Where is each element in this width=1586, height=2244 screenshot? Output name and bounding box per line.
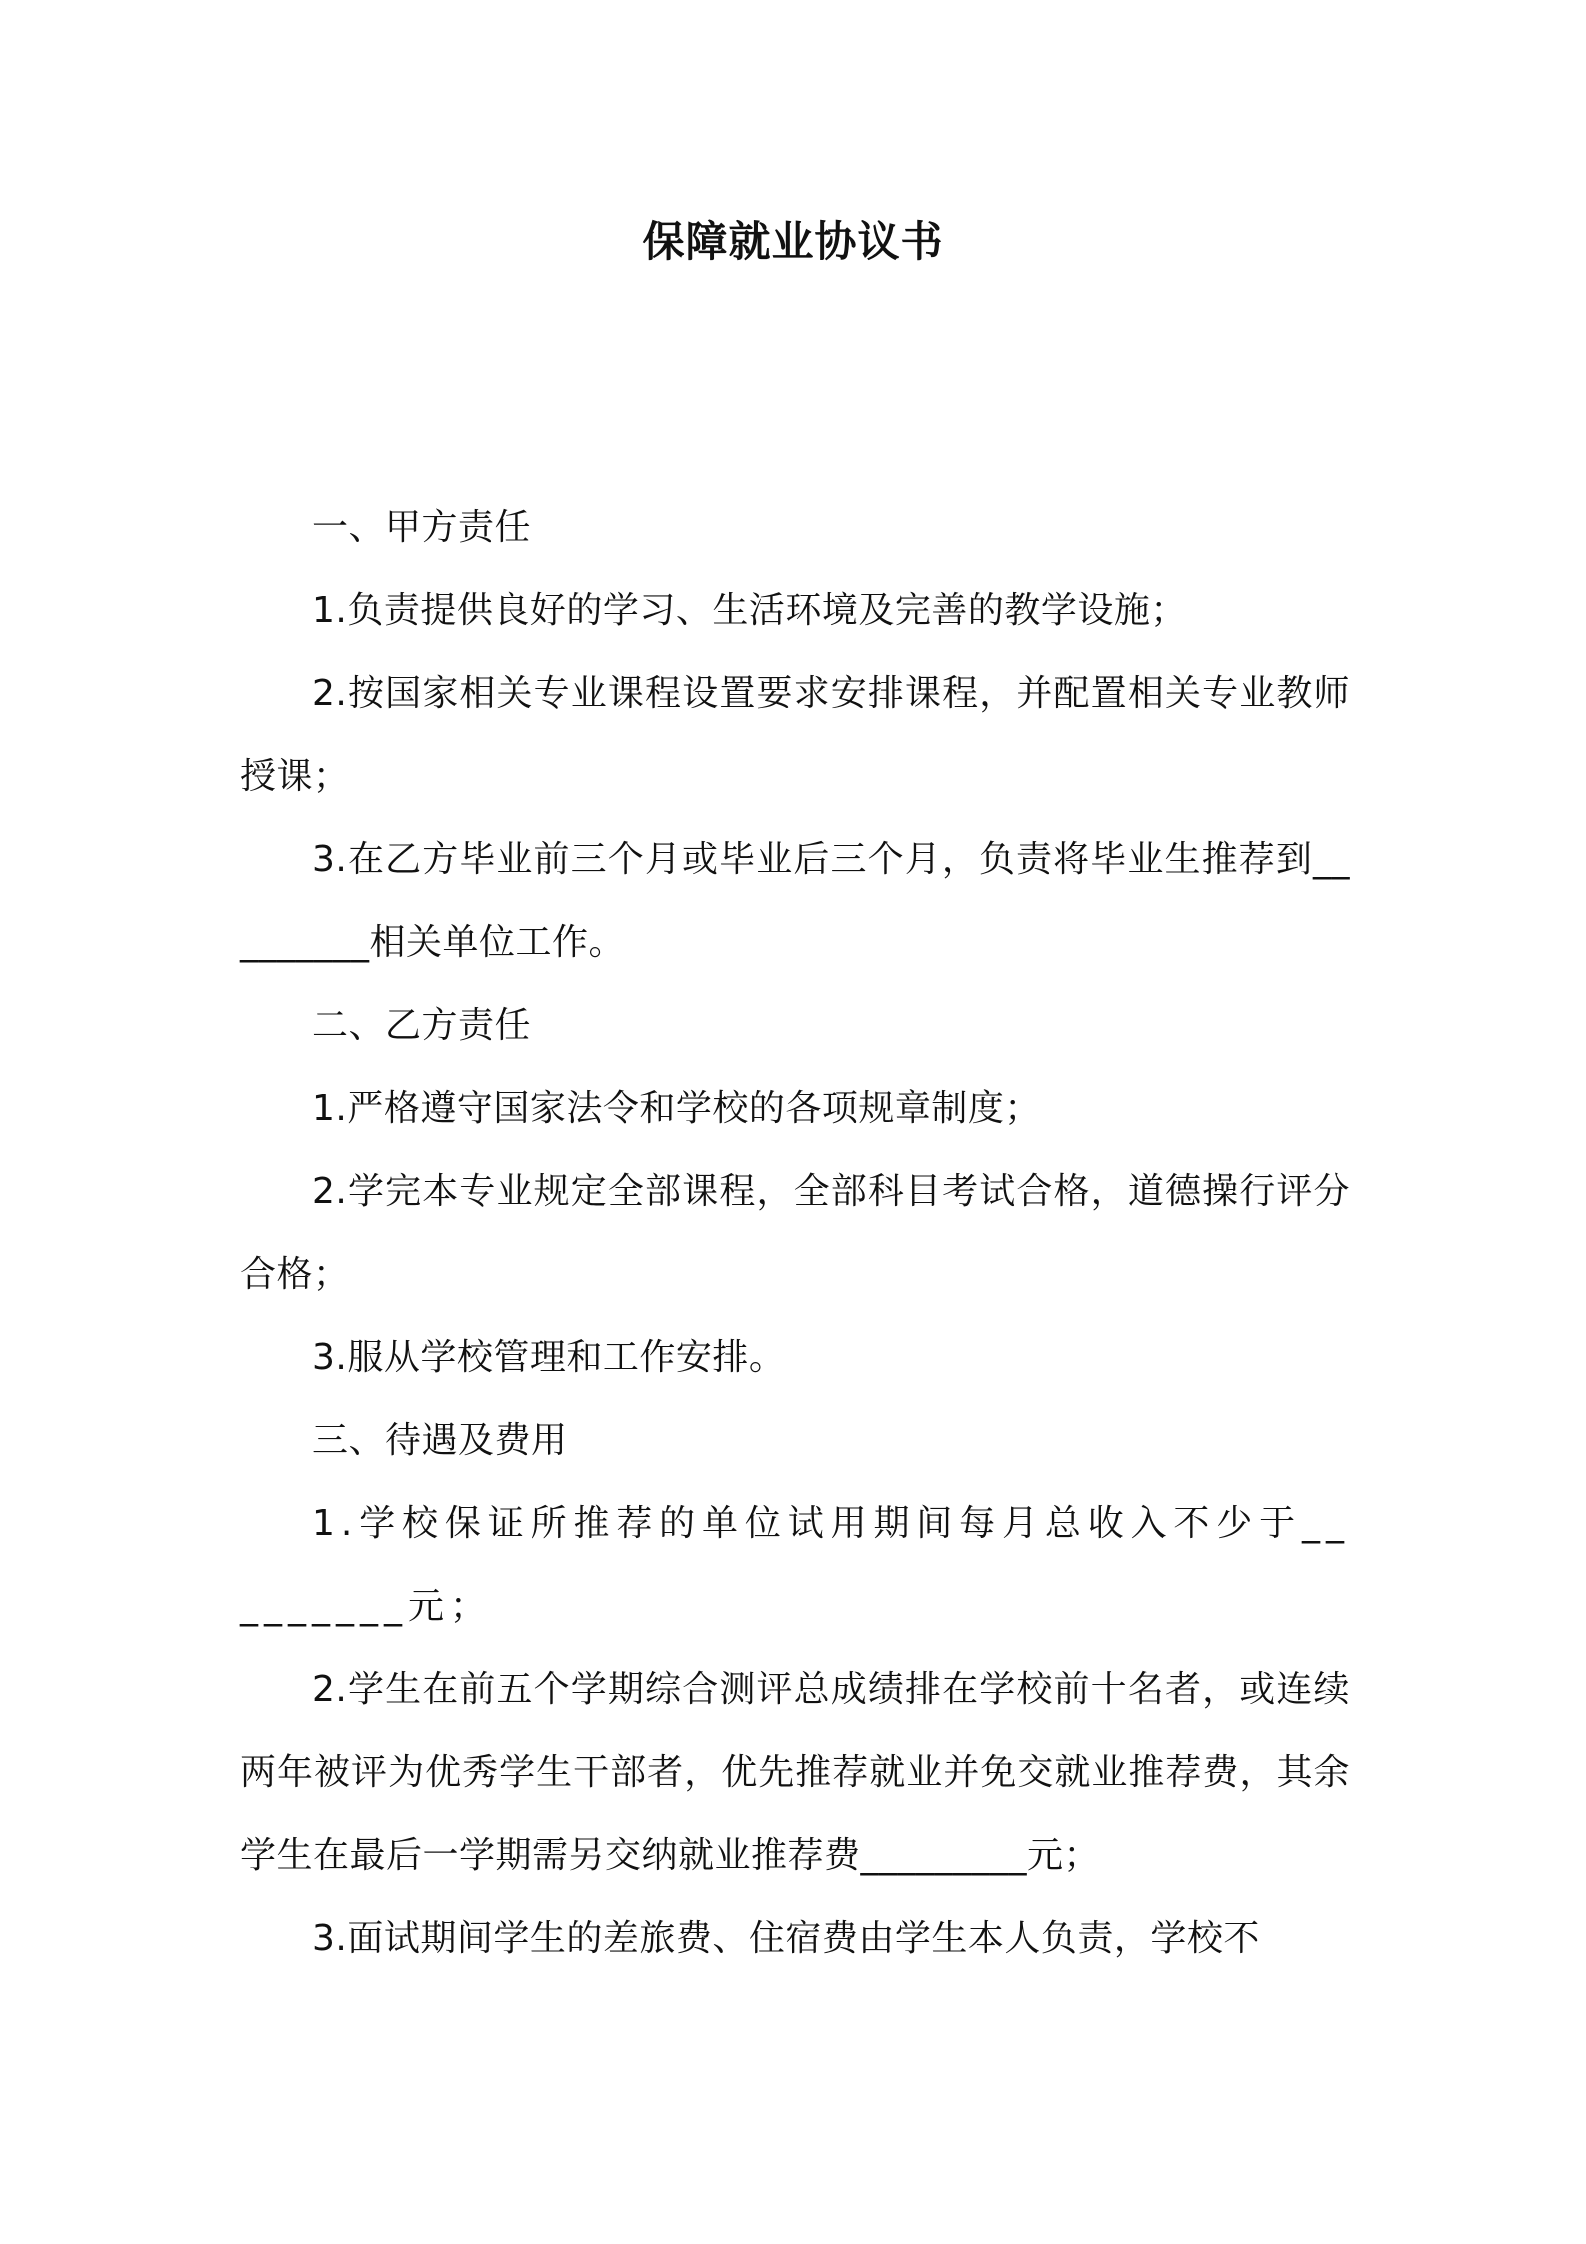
benefits-clause-1: 1.学校保证所推荐的单位试用期间每月总收入不少于_________元； (240, 1503, 1350, 1627)
party-b-clause-1: 1.严格遵守国家法令和学校的各项规章制度； (312, 1088, 1041, 1129)
document-body (240, 486, 1350, 1980)
document-title: 保障就业协议书 (642, 217, 944, 266)
party-a-clause-1: 1.负责提供良好的学习、生活环境及完善的教学设施； (312, 590, 1187, 631)
benefits-clause-3: 3.面试期间学生的差旅费、住宿费由学生本人负责，学校不 (312, 1918, 1260, 1959)
section-heading-party-a: 一、甲方责任 (312, 507, 532, 548)
party-b-clause-3: 3.服从学校管理和工作安排。 (312, 1337, 786, 1378)
section-heading-benefits-fees: 三、待遇及费用 (312, 1420, 568, 1461)
party-a-clause-3: 3.在乙方毕业前三个月或毕业后三个月，负责将毕业生推荐到_________相关单位工作。 (240, 839, 1350, 963)
benefits-clause-2: 2.学生在前五个学期综合测评总成绩排在学校前十名者，或连续两年被评为优秀学生干部者，优先推荐就业并免交就业推荐费，其余学生在最后一学期需另交纳就业推荐费_________元； (240, 1669, 1350, 1876)
party-a-clause-2: 2.按国家相关专业课程设置要求安排课程，并配置相关专业教师授课； (240, 673, 1350, 797)
party-b-clause-2: 2.学完本专业规定全部课程，全部科目考试合格，道德操行评分合格； (240, 1171, 1350, 1295)
section-heading-party-b: 二、乙方责任 (312, 1005, 532, 1046)
